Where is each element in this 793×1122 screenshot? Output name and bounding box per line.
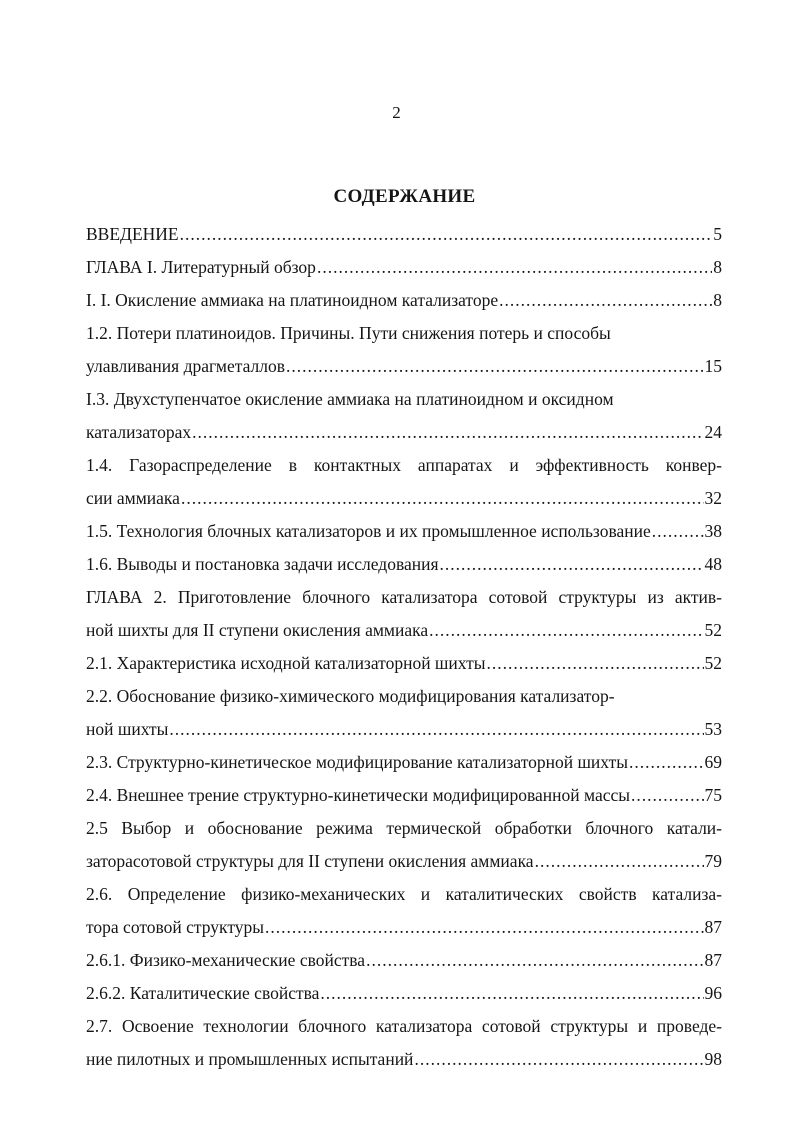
toc-page-ref: 48: [704, 554, 722, 574]
toc-page-ref: 96: [704, 983, 722, 1003]
toc-entry-2-7[interactable]: ние пилотных и промышленных испытаний ..... 98: [86, 1044, 722, 1074]
toc-entry-introduction[interactable]: ВВЕДЕНИЕ ..... 5: [86, 219, 722, 249]
toc-entry-chapter-2[interactable]: ной шихты для II ступени окисления аммиака ..... 52: [86, 615, 722, 645]
toc-entry-1-6[interactable]: 1.6. Выводы и постановка задачи исследования ..... 48: [86, 549, 722, 579]
leader-dots: [652, 516, 704, 546]
leader-dots: [429, 615, 703, 645]
leader-dots: [181, 483, 704, 513]
toc-entry-1-3-line1: I.3. Двухступенчатое окисление аммиака на платиноидном и оксидном: [86, 389, 614, 409]
toc-entry-2-4[interactable]: 2.4. Внешнее трение структурно-кинетически модифицированной массы ..... 75: [86, 780, 722, 810]
toc-entry-2-7-line1: 2.7. Освоение технологии блочного катализатора сотовой структуры и проведе-: [86, 1016, 722, 1036]
toc-page-ref: 24: [704, 422, 722, 442]
leader-dots: [366, 945, 703, 975]
toc-page-ref: 75: [704, 785, 722, 805]
toc-page-ref: 5: [713, 224, 722, 244]
toc-entry-2-3[interactable]: 2.3. Структурно-кинетическое модифицирование катализаторной шихты ..... 69: [86, 747, 722, 777]
toc-entry-2-6-1[interactable]: 2.6.1. Физико-механические свойства ..... 87: [86, 945, 722, 975]
leader-dots: [499, 285, 712, 315]
leader-dots: [631, 780, 703, 810]
leader-dots: [414, 1044, 703, 1074]
toc-page-ref: 69: [704, 752, 722, 772]
toc-title: СОДЕРЖАНИЕ: [333, 186, 476, 207]
leader-dots: [265, 912, 704, 942]
leader-dots: [286, 351, 703, 381]
toc-page-ref: 8: [713, 290, 722, 310]
toc-entry-2-6-line1: 2.6. Определение физико-механических и каталитических свойств катализа-: [86, 884, 722, 904]
toc-entry-2-6-2[interactable]: 2.6.2. Каталитические свойства ..... 96: [86, 978, 722, 1008]
toc-entry-1-3[interactable]: катализаторах ..... 24: [86, 417, 722, 447]
toc-entry-1-5[interactable]: 1.5. Технология блочных катализаторов и их промышленное использование ..... 38: [86, 516, 722, 546]
toc-entry-1-2-line1: 1.2. Потери платиноидов. Причины. Пути снижения потерь и способы: [86, 323, 611, 343]
leader-dots: [535, 846, 704, 876]
toc-entry-1-4[interactable]: сии аммиака ..... 32: [86, 483, 722, 513]
toc-page-ref: 87: [704, 917, 722, 937]
toc-page-ref: 52: [704, 620, 722, 640]
leader-dots: [169, 714, 703, 744]
toc-page-ref: 15: [704, 356, 722, 376]
toc-page-ref: 87: [704, 950, 722, 970]
toc-entry-chapter-1[interactable]: ГЛАВА I. Литературный обзор ..... 8: [86, 252, 722, 282]
toc-entry-chapter-2-line1: ГЛАВА 2. Приготовление блочного катализатора сотовой структуры из актив-: [86, 587, 722, 607]
toc-page-ref: 53: [704, 719, 722, 739]
toc-entry-2-6[interactable]: тора сотовой структуры ..... 87: [86, 912, 722, 942]
leader-dots: [180, 219, 713, 249]
page-number: 2: [392, 103, 401, 122]
toc-entry-2-2[interactable]: ной шихты ..... 53: [86, 714, 722, 744]
toc-entry-2-5-line1: 2.5 Выбор и обоснование режима термической обработки блочного катали-: [86, 818, 722, 838]
toc-entry-1-1[interactable]: I. I. Окисление аммиака на платиноидном катализаторе ..... 8: [86, 285, 722, 315]
leader-dots: [440, 549, 704, 579]
toc-page-ref: 98: [704, 1049, 722, 1069]
leader-dots: [629, 747, 703, 777]
toc-page-ref: 38: [704, 521, 722, 541]
toc-entry-1-4-line1: 1.4. Газораспределение в контактных аппаратах и эффективность конвер-: [86, 455, 722, 475]
toc-entry-2-5[interactable]: заторасотовой структуры для II ступени окисления аммиака ..... 79: [86, 846, 722, 876]
leader-dots: [192, 417, 703, 447]
toc-page-ref: 32: [704, 488, 722, 508]
toc-page-ref: 8: [713, 257, 722, 277]
leader-dots: [487, 648, 704, 678]
toc-page-ref: 79: [704, 851, 722, 871]
toc-entry-2-2-line1: 2.2. Обоснование физико-химического модифицирования катализатор-: [86, 686, 615, 706]
toc-entry-2-1[interactable]: 2.1. Характеристика исходной катализаторной шихты ..... 52: [86, 648, 722, 678]
leader-dots: [320, 978, 703, 1008]
toc-page-ref: 52: [704, 653, 722, 673]
toc-entry-1-2[interactable]: улавливания драгметаллов ..... 15: [86, 351, 722, 381]
leader-dots: [317, 252, 712, 282]
